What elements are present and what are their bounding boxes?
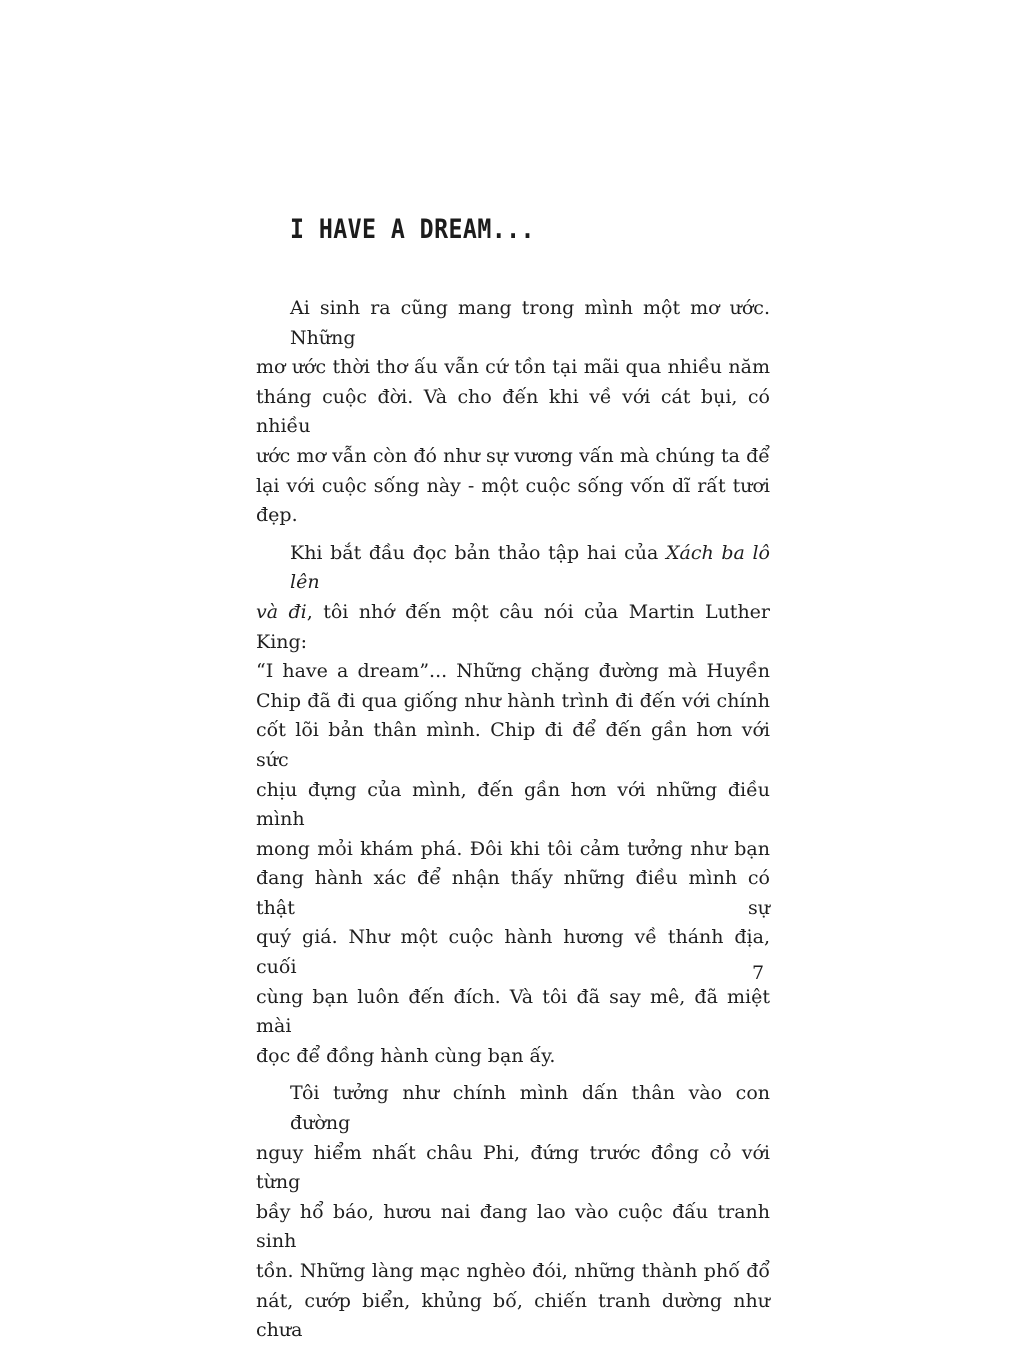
text-line: chịu đựng của mình, đến gần hơn với những điều mình [256,778,770,831]
text-line: nguy hiểm nhất châu Phi, đứng trước đồng cỏ với từng [256,1141,770,1194]
text-line: mơ ước thời thơ ấu vẫn cứ tồn tại mãi qua nhiều năm [256,356,770,379]
text-line: đọc để đồng hành cùng bạn ấy. [256,1044,556,1067]
page-number: 7 [752,962,765,984]
paragraph-2 [256,539,770,1072]
chapter-title: I HAVE A DREAM... [290,214,535,245]
text-line: lại với cuộc sống này - một cuộc sống vốn dĩ rất tươi đẹp. [256,474,770,527]
text-line: mong mỏi khám phá. Đôi khi tôi cảm tưởng như bạn [256,837,770,860]
text-line: Chip đã đi qua giống như hành trình đi đến với chính [256,689,770,712]
text-line: Ai sinh ra cũng mang trong mình một mơ ước. Những [290,297,770,349]
text-line: và đi, tôi nhớ đến một câu nói của Martin Luther King: [256,600,771,653]
text-line: ước mơ vẫn còn đó như sự vương vấn mà chúng ta để [256,444,770,467]
text-line: tháng cuộc đời. Và cho đến khi về với cát bụi, có nhiều [256,385,770,438]
text-line: cốt lõi bản thân mình. Chip đi để đến gần hơn với sức [256,719,770,771]
text-line: “I have a dream”... Những chặng đường mà Huyền [256,660,770,683]
text-line: Tôi tưởng như chính mình dấn thân vào con đường [290,1082,770,1135]
text-line: bầy hổ báo, hươu nai đang lao vào cuộc đấu tranh sinh [256,1200,770,1253]
text-line: đang hành xác để nhận thấy những điều mình có thật sự [256,867,770,919]
paragraph-3 [256,1079,770,1345]
text-line: nát, cướp biển, khủng bố, chiến tranh dường như chưa [256,1289,770,1342]
body-text [256,294,770,1354]
text-line: tồn. Những làng mạc nghèo đói, những thành phố đổ [256,1260,770,1282]
text-line: Khi bắt đầu đọc bản thảo tập hai của Xách ba lô lên [290,541,770,594]
text-line: quý giá. Như một cuộc hành hương về thánh địa, cuối [256,926,770,979]
text-line: cùng bạn luôn đến đích. Và tôi đã say mê, đã miệt mài [256,985,770,1038]
paragraph-1 [256,294,770,531]
